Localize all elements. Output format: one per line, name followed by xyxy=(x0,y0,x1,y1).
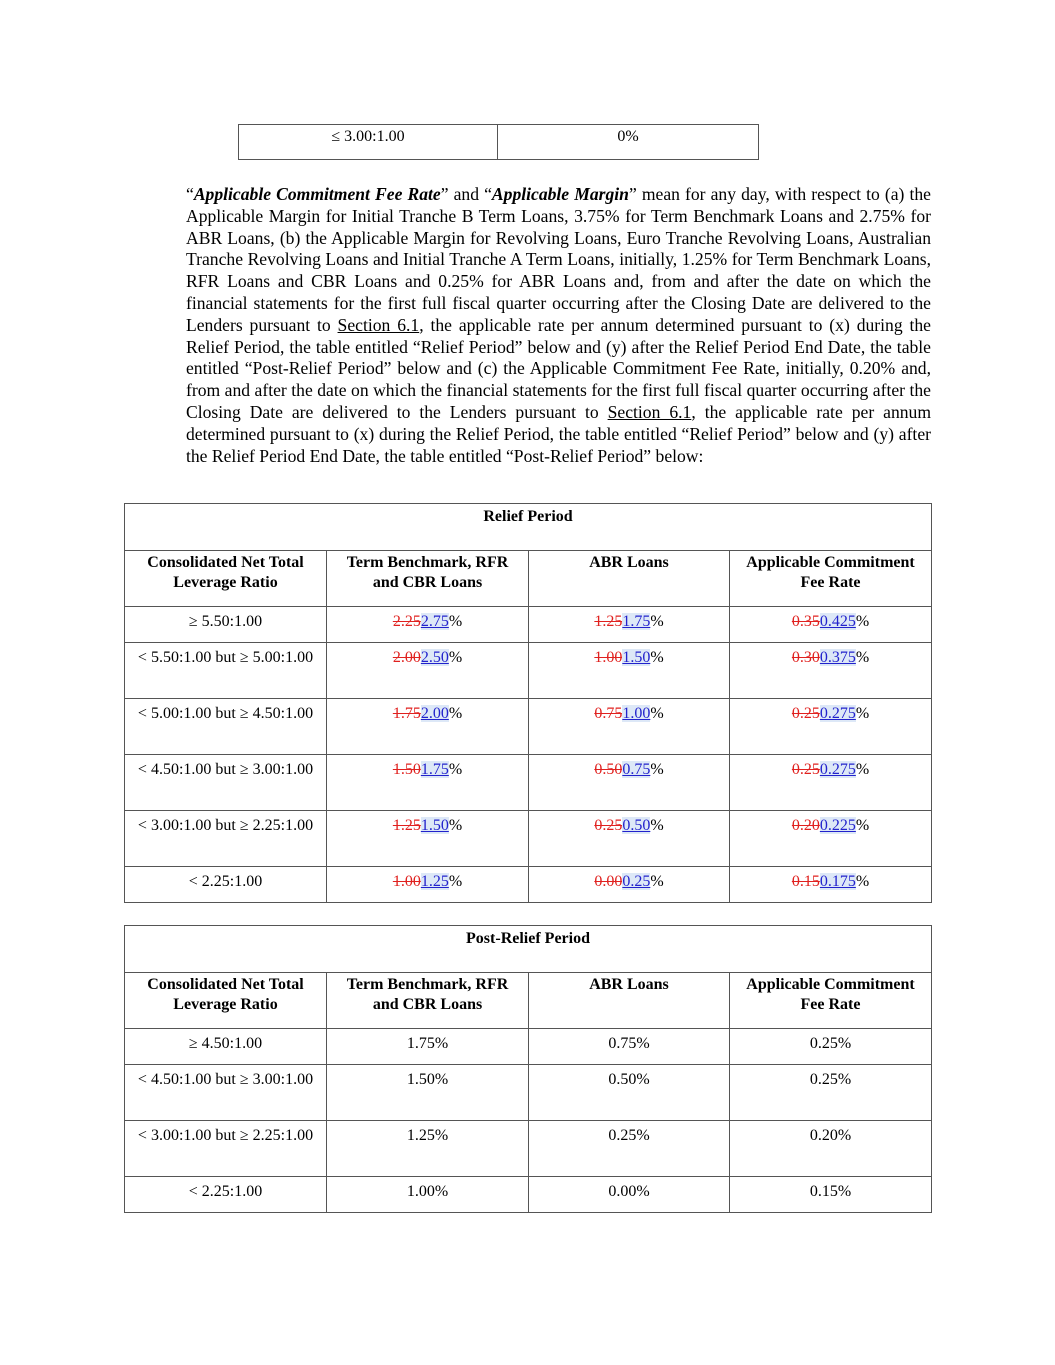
fee-rate-cell xyxy=(730,867,932,903)
table-row xyxy=(125,811,932,867)
percent-sign: % xyxy=(650,705,664,722)
inserted-value: 1.00 xyxy=(622,705,651,722)
table-header-row xyxy=(125,551,932,607)
table-row xyxy=(125,1065,932,1121)
term-rate-cell xyxy=(327,699,529,755)
deleted-value: 1.00 xyxy=(594,649,623,666)
abr-rate-cell xyxy=(529,643,730,699)
abr-rate-cell: 0.25% xyxy=(529,1121,730,1177)
fee-rate-cell xyxy=(730,811,932,867)
section-reference-link[interactable]: Section 6.1 xyxy=(607,401,692,422)
inserted-value: 0.75 xyxy=(622,761,651,778)
inserted-value: 0.275 xyxy=(819,761,856,778)
ratio-cell: ≥ 5.50:1.00 xyxy=(125,607,327,643)
inserted-value: 1.50 xyxy=(420,817,449,834)
deleted-value: 1.50 xyxy=(392,761,421,778)
ratio-cell: < 5.50:1.00 but ≥ 5.00:1.00 xyxy=(125,643,327,699)
prior-pricing-table-tail xyxy=(238,124,759,160)
percent-sign: % xyxy=(855,817,870,834)
deleted-value: 0.15 xyxy=(791,873,820,890)
deleted-value: 0.25 xyxy=(594,817,623,834)
percent-sign: % xyxy=(448,613,463,630)
relief-period-table xyxy=(124,503,932,903)
inserted-value: 0.275 xyxy=(819,705,856,722)
abr-rate-cell xyxy=(529,607,730,643)
inserted-value: 0.375 xyxy=(819,649,856,666)
abr-rate-cell xyxy=(529,867,730,903)
percent-sign: % xyxy=(448,817,463,834)
table-header-row xyxy=(125,973,932,1029)
term-rate-cell: 1.00% xyxy=(327,1177,529,1213)
inserted-value: 2.50 xyxy=(420,649,449,666)
table-row xyxy=(239,125,759,160)
percent-sign: % xyxy=(650,649,664,666)
ratio-cell: < 4.50:1.00 but ≥ 3.00:1.00 xyxy=(125,1065,327,1121)
paragraph-text: , the applicable rate per annum determined pursuant to (x) during the Relief Period, the table entitled “Relief Period” below and (y) after the Relief Period End Date, the table entitled “Post-Relief Period” below: xyxy=(186,401,932,466)
section-reference-link[interactable]: Section 6.1 xyxy=(337,314,420,335)
table-title: Relief Period xyxy=(125,504,932,551)
term-rate-cell xyxy=(327,643,529,699)
table-row xyxy=(125,755,932,811)
definition-paragraph xyxy=(186,184,931,467)
abr-rate-cell: 0.50% xyxy=(529,1065,730,1121)
post-relief-period-table xyxy=(124,925,932,1213)
table-row xyxy=(125,643,932,699)
inserted-value: 0.25 xyxy=(622,873,651,890)
percent-sign: % xyxy=(448,761,463,778)
term-rate-cell: 1.75% xyxy=(327,1029,529,1065)
term-rate-cell xyxy=(327,867,529,903)
inserted-value: 1.25 xyxy=(420,873,449,890)
percent-sign: % xyxy=(855,873,870,890)
fee-rate-cell: 0.15% xyxy=(730,1177,932,1213)
deleted-value: 2.25 xyxy=(392,613,421,630)
term-rate-cell xyxy=(327,607,529,643)
ratio-cell: < 5.00:1.00 but ≥ 4.50:1.00 xyxy=(125,699,327,755)
inserted-value: 1.50 xyxy=(622,649,651,666)
table-row xyxy=(125,1177,932,1213)
abr-rate-cell: 0.00% xyxy=(529,1177,730,1213)
deleted-value: 0.20 xyxy=(791,817,820,834)
paragraph-text: , the applicable rate per annum determined pursuant to (x) during the Relief Period, the table entitled “Relief Period” below and (y) after the Relief Period End Date, the table entitled “Post-Relief Period” below and (c) the Applicable Commitment Fee Rate, initially, 0.20% and, from and after the date on which the financial statements for the first full fiscal quarter occurring after the Closing Date are delivered to the Lenders pursuant to xyxy=(186,314,931,422)
table-title-row xyxy=(125,504,932,551)
defined-term-commitment-fee-rate: Applicable Commitment Fee Rate xyxy=(193,184,441,204)
term-rate-cell xyxy=(327,811,529,867)
ratio-cell: < 3.00:1.00 but ≥ 2.25:1.00 xyxy=(125,811,327,867)
inserted-value: 1.75 xyxy=(622,613,651,630)
deleted-value: 0.35 xyxy=(791,613,820,630)
ratio-cell: < 4.50:1.00 but ≥ 3.00:1.00 xyxy=(125,755,327,811)
fee-rate-cell xyxy=(730,643,932,699)
percent-sign: % xyxy=(855,705,870,722)
deleted-value: 0.30 xyxy=(791,649,820,666)
deleted-value: 1.00 xyxy=(392,873,421,890)
table-row xyxy=(125,699,932,755)
ratio-cell: < 2.25:1.00 xyxy=(125,1177,327,1213)
column-header-term: Term Benchmark, RFR and CBR Loans xyxy=(327,973,529,1029)
inserted-value: 2.75 xyxy=(420,613,449,630)
inserted-value: 0.425 xyxy=(819,613,856,630)
abr-rate-cell xyxy=(529,811,730,867)
rate-cell: 0% xyxy=(498,125,759,160)
defined-term-applicable-margin: Applicable Margin xyxy=(491,184,629,204)
inserted-value: 2.00 xyxy=(420,705,449,722)
paragraph-text: ” and “ xyxy=(440,184,492,204)
inserted-value: 1.75 xyxy=(420,761,449,778)
deleted-value: 0.00 xyxy=(594,873,623,890)
column-header-ratio: Consolidated Net Total Leverage Ratio xyxy=(125,551,327,607)
ratio-cell: < 2.25:1.00 xyxy=(125,867,327,903)
ratio-cell: ≤ 3.00:1.00 xyxy=(239,125,498,160)
term-rate-cell: 1.50% xyxy=(327,1065,529,1121)
percent-sign: % xyxy=(650,817,664,834)
column-header-fee: Applicable Commitment Fee Rate xyxy=(730,973,932,1029)
percent-sign: % xyxy=(855,761,870,778)
term-rate-cell xyxy=(327,755,529,811)
fee-rate-cell xyxy=(730,755,932,811)
ratio-cell: < 3.00:1.00 but ≥ 2.25:1.00 xyxy=(125,1121,327,1177)
deleted-value: 1.75 xyxy=(392,705,421,722)
deleted-value: 0.25 xyxy=(791,705,820,722)
fee-rate-cell xyxy=(730,699,932,755)
percent-sign: % xyxy=(855,649,870,666)
column-header-term: Term Benchmark, RFR and CBR Loans xyxy=(327,551,529,607)
paragraph-text: ” mean for any day, with respect to (a) the Applicable Margin for Initial Tranche B Term Loans, 3.75% for Term Benchmark Loans and 2.75% for ABR Loans, (b) the Applicable Margin for Revolving Loans, Euro Tranche Revolving Loans, Australian Tranche Revolving Loans and Initial Tranche A Term Loans, initially, 1.25% for Term Benchmark Loans, RFR Loans and CBR Loans and 0.25% for ABR Loans and, from and after the date on which the financial statements for the first full fiscal quarter occurring after the Closing Date are delivered to the Lenders pursuant to xyxy=(186,184,931,335)
abr-rate-cell xyxy=(529,755,730,811)
percent-sign: % xyxy=(448,873,463,890)
percent-sign: % xyxy=(650,873,664,890)
column-header-ratio: Consolidated Net Total Leverage Ratio xyxy=(125,973,327,1029)
percent-sign: % xyxy=(448,649,463,666)
column-header-abr: ABR Loans xyxy=(529,551,730,607)
table-row xyxy=(125,607,932,643)
fee-rate-cell: 0.25% xyxy=(730,1065,932,1121)
percent-sign: % xyxy=(650,613,664,630)
deleted-value: 0.50 xyxy=(594,761,623,778)
column-header-fee: Applicable Commitment Fee Rate xyxy=(730,551,932,607)
percent-sign: % xyxy=(855,613,870,630)
column-header-abr: ABR Loans xyxy=(529,973,730,1029)
deleted-value: 2.00 xyxy=(392,649,421,666)
abr-rate-cell: 0.75% xyxy=(529,1029,730,1065)
percent-sign: % xyxy=(650,761,664,778)
table-title-row xyxy=(125,926,932,973)
fee-rate-cell: 0.20% xyxy=(730,1121,932,1177)
deleted-value: 1.25 xyxy=(392,817,421,834)
quote-open: “ xyxy=(186,184,194,204)
deleted-value: 1.25 xyxy=(594,613,623,630)
fee-rate-cell xyxy=(730,607,932,643)
table-row xyxy=(125,1121,932,1177)
fee-rate-cell: 0.25% xyxy=(730,1029,932,1065)
abr-rate-cell xyxy=(529,699,730,755)
table-row xyxy=(125,867,932,903)
deleted-value: 0.25 xyxy=(791,761,820,778)
percent-sign: % xyxy=(448,705,463,722)
ratio-cell: ≥ 4.50:1.00 xyxy=(125,1029,327,1065)
deleted-value: 0.75 xyxy=(594,705,623,722)
inserted-value: 0.225 xyxy=(819,817,856,834)
inserted-value: 0.50 xyxy=(622,817,651,834)
table-row xyxy=(125,1029,932,1065)
term-rate-cell: 1.25% xyxy=(327,1121,529,1177)
table-title: Post-Relief Period xyxy=(125,926,932,973)
inserted-value: 0.175 xyxy=(819,873,856,890)
